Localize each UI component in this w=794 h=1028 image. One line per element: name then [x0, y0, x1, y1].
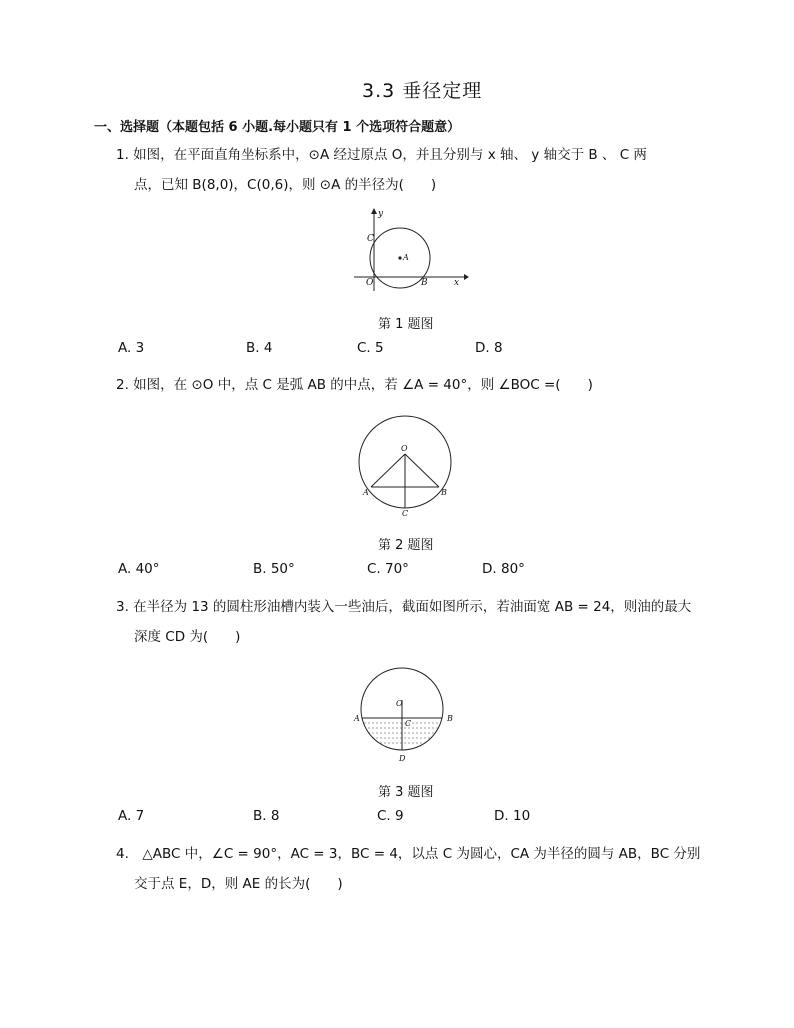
- question-1-caption: 第 1 题图: [378, 317, 434, 332]
- question-2-line-1: 2. 如图，在 ⊙O 中，点 C 是弧 AB 的中点，若 ∠A = 40°，则 ∠BOC =( ): [116, 377, 593, 393]
- question-3-option-b[interactable]: B. 8: [253, 808, 280, 824]
- fig1-label-y: y: [378, 209, 384, 219]
- fig3-label-o: O: [396, 699, 403, 708]
- question-3-line-1: 3. 在半径为 13 的圆柱形油槽内装入一些油后，截面如图所示，若油面宽 AB = 24，则油的最大: [116, 599, 692, 615]
- question-1-line-2: 点，已知 B(8,0)，C(0,6)，则 ⊙A 的半径为( ): [134, 177, 437, 193]
- fig1-label-b: B: [421, 278, 428, 288]
- fig2-label-a: A: [363, 488, 369, 497]
- question-3-option-a[interactable]: A. 7: [118, 808, 145, 824]
- question-1-option-c[interactable]: C. 5: [357, 340, 384, 356]
- question-3-line-2: 深度 CD 为( ): [134, 629, 241, 645]
- question-2-option-d[interactable]: D. 80°: [482, 561, 525, 577]
- question-1-line-1: 1. 如图，在平面直角坐标系中，⊙A 经过原点 O，并且分别与 x 轴、 y 轴交于 B 、 C 两: [116, 147, 647, 163]
- page-title: 3.3 垂径定理: [362, 80, 483, 102]
- fig3-label-b: B: [447, 714, 453, 723]
- question-2-option-a[interactable]: A. 40°: [118, 561, 160, 577]
- question-3-caption: 第 3 题图: [378, 785, 434, 800]
- question-3-option-d[interactable]: D. 10: [494, 808, 531, 824]
- question-4-line-2: 交于点 E，D，则 AE 的长为( ): [134, 876, 343, 892]
- fig1-label-c: C: [367, 234, 374, 244]
- fig2-label-b: B: [441, 488, 447, 497]
- fig2-label-o: O: [401, 444, 408, 453]
- question-1-option-b[interactable]: B. 4: [246, 340, 273, 356]
- question-2-caption: 第 2 题图: [378, 538, 434, 553]
- fig1-label-x: x: [454, 278, 460, 288]
- fig1-label-a: A: [403, 253, 409, 262]
- question-2-option-c[interactable]: C. 70°: [367, 561, 409, 577]
- fig3-label-a: A: [354, 714, 360, 723]
- question-4-line-1: 4. △ABC 中，∠C = 90°，AC = 3，BC = 4，以点 C 为圆心，CA 为半径的圆与 AB，BC 分别: [116, 846, 701, 862]
- question-1-option-a[interactable]: A. 3: [118, 340, 145, 356]
- question-3-option-c[interactable]: C. 9: [377, 808, 404, 824]
- question-1-option-d[interactable]: D. 8: [475, 340, 503, 356]
- question-3-figure: [350, 658, 460, 768]
- fig3-label-c: C: [405, 719, 412, 728]
- section-heading: 一、选择题（本题包括 6 小题.每小题只有 1 个选项符合题意）: [94, 120, 461, 135]
- question-2-option-b[interactable]: B. 50°: [253, 561, 295, 577]
- question-1-figure: [350, 205, 470, 295]
- fig1-label-o: O: [366, 278, 374, 288]
- fig3-label-d: D: [399, 754, 406, 763]
- question-2-figure: [355, 407, 455, 517]
- fig2-label-c: C: [402, 509, 409, 517]
